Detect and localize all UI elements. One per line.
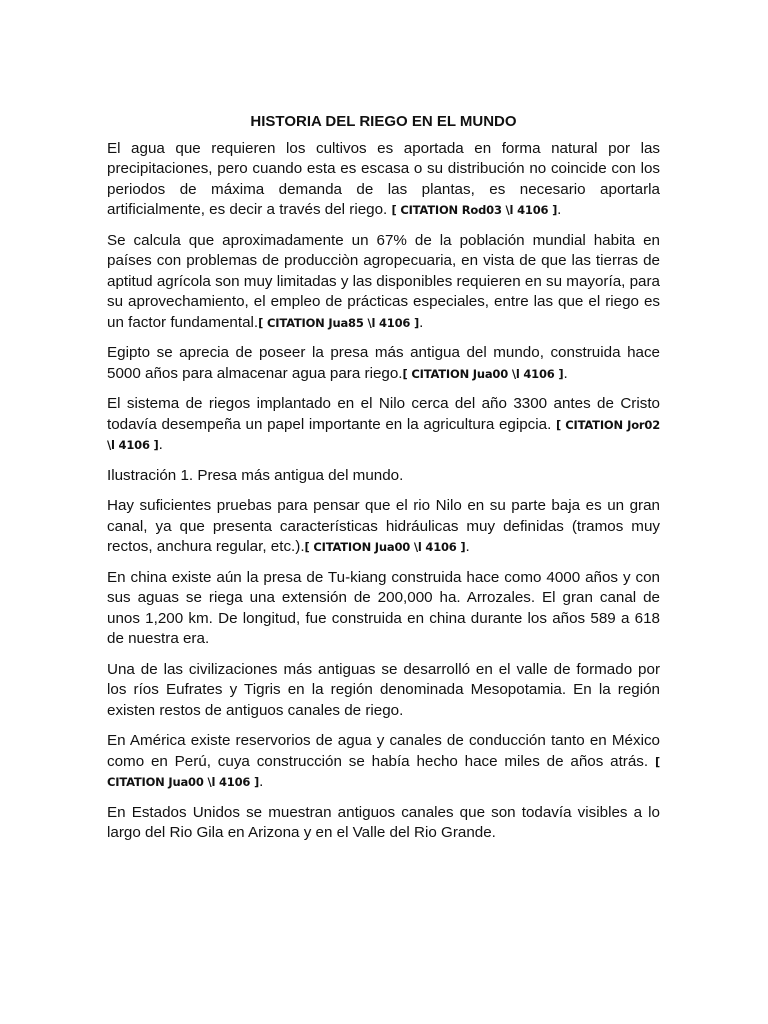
paragraph-7 — [107, 660, 660, 722]
citation-field: [ CITATION Jua85 \l 4106 ] — [258, 315, 420, 330]
citation-field: [ CITATION Jua00 \l 4106 ] — [402, 366, 564, 381]
paragraph-tail: . — [259, 773, 264, 790]
citation-field: [ CITATION Jua00 \l 4106 ] — [107, 754, 660, 789]
paragraph-text: El sistema de riegos implantado en el Nilo cerca del año 3300 antes de Cristo todavía desempeña un papel importante en la agricultura egipcia. — [107, 395, 660, 433]
paragraph-8 — [107, 731, 660, 793]
citation-field: [ CITATION Jua00 \l 4106 ] — [304, 540, 466, 554]
paragraph-tail: . — [557, 201, 562, 218]
paragraph-text: En china existe aún la presa de Tu-kiang construida hace como 4000 años y con sus aguas se riega una extensión de 200,000 ha. Arrozales. El gran canal de unos 1,200 km. De longitud, fue construida en china durante los años 589 a 618 de nuestra era. — [107, 568, 660, 647]
paragraph-1 — [107, 139, 660, 221]
paragraph-2 — [107, 231, 660, 334]
paragraph-tail: . — [158, 436, 163, 453]
paragraph-9 — [107, 803, 660, 844]
paragraph-text: Se calcula que aproximadamente un 67% de la población mundial habita en países con problemas de producciòn agropecuaria, en vista de que las tierras de aptitud agrícola son muy limitadas y las disponibles requieren en su mayoría, para su aprovechamiento, el empleo de prácticas especiales, entre las que el riego es un factor fundamental. — [107, 231, 660, 331]
paragraph-6 — [107, 568, 660, 650]
paragraph-text: Hay suficientes pruebas para pensar que el rio Nilo en su parte baja es un gran canal, ya que presenta características hidráulicas muy definidas (tramos muy rectos, anchura regular, etc.). — [107, 497, 660, 555]
paragraph-text: En América existe reservorios de agua y canales de conducción tanto en México como en Perú, cuya construcción se había hecho hace miles de años atrás. — [107, 732, 660, 770]
paragraph-text: Egipto se aprecia de poseer la presa más antigua del mundo, construida hace 5000 años para almacenar agua para riego. — [107, 344, 660, 382]
paragraph-3 — [107, 343, 660, 384]
citation-field: [ CITATION Rod03 \l 4106 ] — [391, 203, 558, 217]
paragraph-5 — [107, 496, 660, 558]
document-title: HISTORIA DEL RIEGO EN EL MUNDO — [250, 113, 517, 130]
paragraph-tail: . — [563, 364, 568, 382]
document-page — [107, 108, 660, 854]
paragraph-text: El agua que requieren los cultivos es aportada en forma natural por las precipitaciones, pero cuando esta es escasa o su distribución no coincide con los periodos de máxima demanda de las plantas, es necesario aportarla artificialmente, es decir a través del riego. — [107, 139, 660, 218]
paragraph-4 — [107, 394, 660, 456]
paragraph-text: Una de las civilizaciones más antiguas se desarrolló en el valle de formado por los ríos Eufrates y Tigris en la región denominada Mesopotamia. En la región existen restos de antiguos canales de riego. — [107, 660, 660, 719]
figure-caption: Ilustración 1. Presa más antigua del mundo. — [107, 466, 404, 484]
citation-field: [ CITATION Jor02 \l 4106 ] — [107, 417, 660, 452]
paragraph-tail: . — [465, 538, 470, 555]
paragraph-tail: . — [419, 313, 424, 331]
paragraph-text: En Estados Unidos se muestran antiguos canales que son todavía visibles a lo largo del Rio Gila en Arizona y en el Valle del Rio Grande. — [107, 803, 660, 841]
